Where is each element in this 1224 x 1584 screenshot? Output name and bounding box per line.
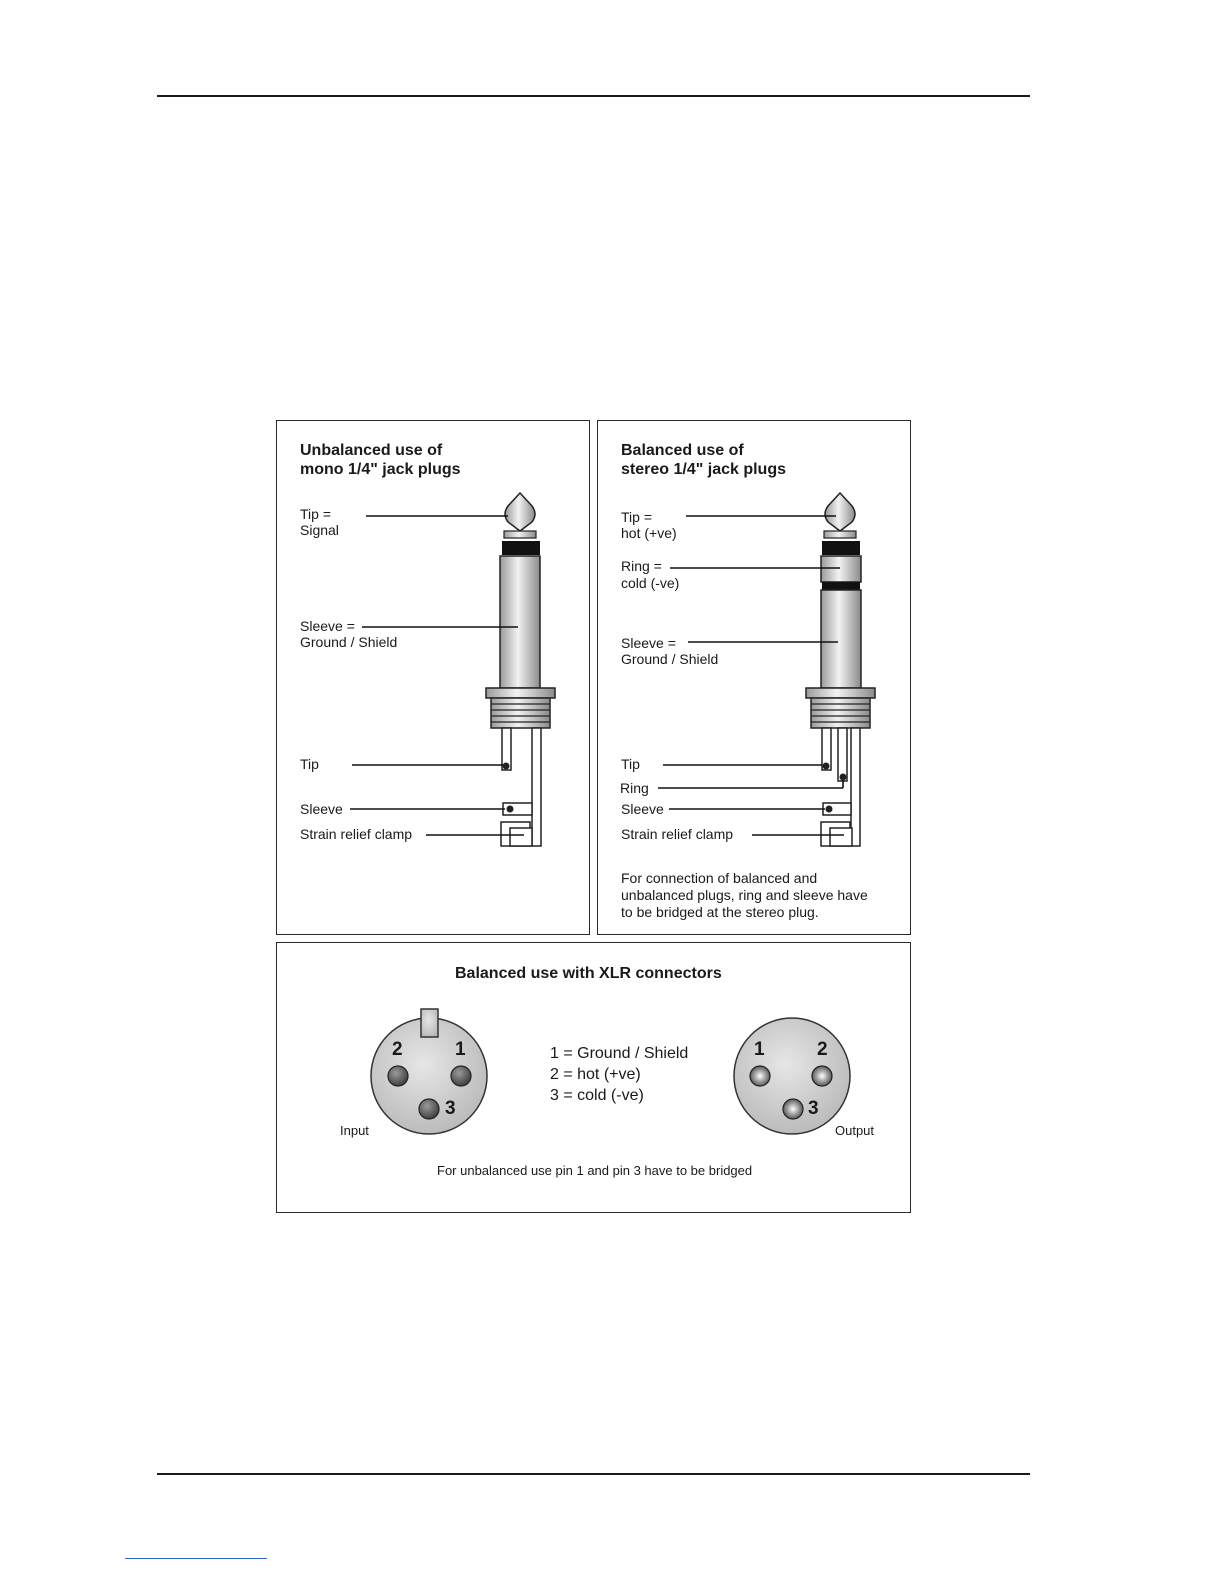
stereo-plug-collar (806, 688, 875, 698)
stereo-wire-clamp-label: Strain relief clamp (621, 826, 734, 842)
mono-title-line1: Unbalanced use of (300, 442, 443, 459)
stereo-note-line2: unbalanced plugs, ring and sleeve have (621, 887, 868, 903)
xlr-input-pin-2 (388, 1066, 408, 1086)
stereo-wire-tip-label: Tip (621, 756, 640, 772)
mono-tip-value: Signal (300, 522, 339, 538)
stereo-sleeve-label: Sleeve = (621, 635, 676, 651)
stereo-plug-insulator-1 (822, 541, 860, 555)
xlr-input-pin-1 (451, 1066, 471, 1086)
stereo-leader-lines (658, 516, 844, 835)
mono-sleeve-value: Ground / Shield (300, 634, 398, 650)
stereo-note-line3: to be bridged at the stereo plug. (621, 904, 819, 920)
stereo-plug-ring (821, 556, 861, 582)
mono-wire-tip-label: Tip (300, 756, 319, 772)
stereo-wire-sleeve-label: Sleeve (621, 801, 664, 817)
stereo-note-line1: For connection of balanced and (621, 870, 818, 886)
xlr-output-connector (734, 1018, 850, 1134)
xlr-output-pin-1 (750, 1066, 770, 1086)
mono-sleeve-label: Sleeve = (300, 618, 355, 634)
stereo-sleeve-value: Ground / Shield (621, 651, 719, 667)
mono-plug-tip (505, 493, 535, 531)
xlr-legend-2: 2 = hot (+ve) (550, 1066, 641, 1083)
xlr-footnote: For unbalanced use pin 1 and pin 3 have to be bridged (437, 1163, 753, 1178)
mono-plug-sleeve (500, 556, 540, 688)
stereo-plug-tip (825, 493, 855, 531)
xlr-input-latch (421, 1009, 438, 1037)
mono-jack-plug (486, 493, 555, 846)
xlr-input-connector (371, 1009, 487, 1134)
xlr-output-pin-3-label: 3 (808, 1098, 819, 1119)
mono-wire-sleeve-label: Sleeve (300, 801, 343, 817)
stereo-plug-sleeve (821, 590, 861, 688)
xlr-input-pin-1-label: 1 (455, 1039, 466, 1060)
mono-plug-collar (486, 688, 555, 698)
xlr-output-label: Output (835, 1123, 875, 1138)
xlr-legend-1: 1 = Ground / Shield (550, 1045, 689, 1062)
stereo-tip-value: hot (+ve) (621, 525, 677, 541)
mono-leader-lines (350, 516, 524, 835)
stereo-title-line2: stereo 1/4" jack plugs (621, 461, 786, 478)
stereo-tip-label: Tip = (621, 509, 652, 525)
mono-wire-clamp-label: Strain relief clamp (300, 826, 413, 842)
stereo-plug-insulator-2 (822, 582, 860, 590)
stereo-ring-label: Ring = (621, 558, 662, 574)
mono-plug-thread (491, 698, 550, 728)
mono-tip-label: Tip = (300, 506, 331, 522)
stereo-ring-value: cold (-ve) (621, 575, 680, 591)
xlr-output-pin-2-label: 2 (817, 1039, 828, 1060)
xlr-input-pin-3-label: 3 (445, 1098, 456, 1119)
xlr-output-pin-1-label: 1 (754, 1039, 765, 1060)
stereo-jack-plug (806, 493, 875, 846)
xlr-output-pin-2 (812, 1066, 832, 1086)
xlr-input-pin-3 (419, 1099, 439, 1119)
stereo-title-line1: Balanced use of (621, 442, 744, 459)
mono-title-line2: mono 1/4" jack plugs (300, 461, 461, 478)
stereo-wire-ring-label: Ring (620, 780, 649, 796)
mono-plug-insulator (502, 541, 540, 555)
xlr-title: Balanced use with XLR connectors (455, 965, 722, 982)
xlr-input-label: Input (340, 1123, 369, 1138)
xlr-input-pin-2-label: 2 (392, 1039, 403, 1060)
xlr-output-pin-3 (783, 1099, 803, 1119)
xlr-legend-3: 3 = cold (-ve) (550, 1087, 644, 1104)
stereo-plug-thread (811, 698, 870, 728)
